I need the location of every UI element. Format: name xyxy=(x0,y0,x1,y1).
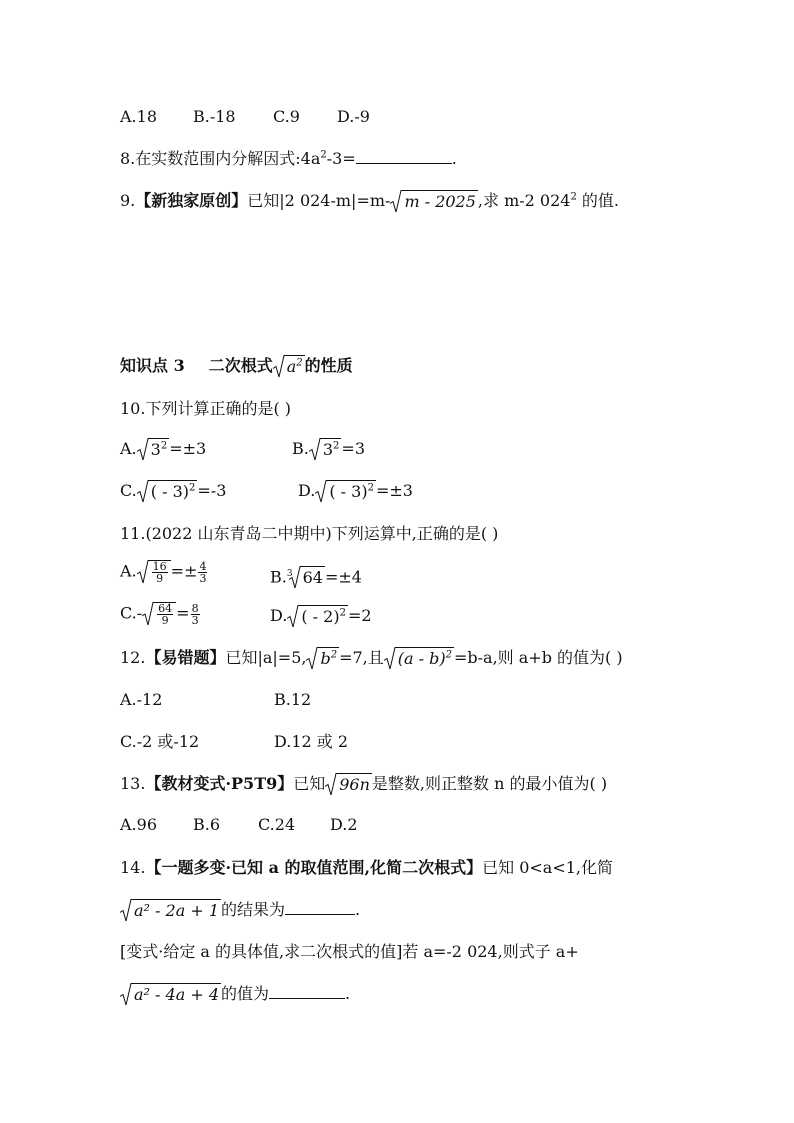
q12-text3: =b-a,则 a+b 的值为( ) xyxy=(454,648,623,667)
q14-end: . xyxy=(355,900,361,919)
q8-end: . xyxy=(451,149,457,168)
q13-option-d: D.2 xyxy=(330,815,358,834)
section-radicand: a xyxy=(286,357,297,376)
q14-radicand: a² - 2a + 1 xyxy=(134,901,220,920)
q13-option-a: A.96 xyxy=(120,815,157,834)
question-8 xyxy=(120,147,457,170)
q10-c-exponent: 2 xyxy=(189,482,196,494)
q10-c-radicand: ( - 3) xyxy=(150,482,190,501)
q12-tag: 【易错题】 xyxy=(145,648,226,667)
q11-option-c xyxy=(120,602,201,626)
question-14-stem xyxy=(120,857,613,879)
q10-b-tail: =3 xyxy=(341,439,365,458)
q12-radicand1: b xyxy=(320,649,331,668)
q10-c-label: C. xyxy=(120,481,137,500)
q7-option-a: A.18 xyxy=(120,107,157,126)
q9-number: 9. xyxy=(120,191,136,210)
q10-d-exponent: 2 xyxy=(367,482,374,494)
q9-text3: 的值. xyxy=(576,191,620,210)
q13-tag: 【教材变式·P5T9】 xyxy=(145,774,294,793)
q8-exponent: 2 xyxy=(320,149,327,161)
q10-option-c xyxy=(120,480,226,503)
question-10-stem: 10.下列计算正确的是( ) xyxy=(120,399,292,418)
q12-option-b: B.12 xyxy=(274,690,312,709)
q10-a-label: A. xyxy=(120,439,137,458)
q12-option-d: D.12 或 2 xyxy=(274,732,349,751)
q14-variant-line-2 xyxy=(120,982,350,1006)
q12-option-a: A.-12 xyxy=(120,690,163,709)
q11-b-tail: =±4 xyxy=(324,567,362,587)
q9-radicand: m - 2025 xyxy=(404,192,476,211)
q8-answer-blank[interactable] xyxy=(356,147,452,164)
q14-text2: 的结果为 xyxy=(221,900,286,919)
q14-line-2 xyxy=(120,898,360,922)
q12-exponent1: 2 xyxy=(330,649,338,661)
section-desc: 二次根式 xyxy=(208,356,273,375)
question-11-stem: 11.(2022 山东青岛二中期中)下列运算中,正确的是( ) xyxy=(120,524,499,543)
q11-d-label: D. xyxy=(270,606,288,625)
q14-text1: 已知 0<a<1,化简 xyxy=(482,858,613,877)
q11-c-numerator2: 8 xyxy=(191,601,199,615)
q10-b-exponent: 2 xyxy=(333,440,340,452)
q9-sqrt xyxy=(390,190,477,213)
q13-number: 13. xyxy=(120,774,146,793)
section-heading xyxy=(120,355,353,378)
q13-option-c: C.24 xyxy=(258,815,296,834)
q12-radicand2: (a - b) xyxy=(397,649,446,668)
q11-a-denominator2: 3 xyxy=(199,571,207,585)
q10-a-exponent: 2 xyxy=(160,440,168,452)
q12-option-c: C.-2 或-12 xyxy=(120,732,200,751)
q14-number: 14. xyxy=(120,858,146,877)
q14-text3: 的值为 xyxy=(221,984,270,1003)
q14-answer-blank[interactable] xyxy=(285,898,355,915)
q9-text1: 已知|2 024-m|=m- xyxy=(247,191,391,210)
q10-a-radicand: 3 xyxy=(150,440,161,459)
q10-b-radicand: 3 xyxy=(322,440,334,459)
q11-a-mid: =± xyxy=(170,561,198,581)
q10-option-d xyxy=(298,480,413,503)
q11-c-mid: = xyxy=(176,603,190,623)
q10-c-tail: =-3 xyxy=(197,481,227,500)
q14-end2: . xyxy=(345,984,351,1003)
q11-a-denominator: 9 xyxy=(156,572,164,585)
q11-d-radicand: ( - 2) xyxy=(301,607,340,626)
q11-a-label: A. xyxy=(120,561,137,581)
q10-d-label: D. xyxy=(298,481,316,500)
q10-b-label: B. xyxy=(292,439,309,458)
q11-option-d xyxy=(270,605,372,628)
q11-b-radicand: 64 xyxy=(302,568,323,588)
q10-option-a xyxy=(120,438,206,461)
q14-variant-answer-blank[interactable] xyxy=(269,982,345,999)
q11-c-label: C.- xyxy=(120,603,143,623)
q9-text2: ,求 m-2 024 xyxy=(477,191,571,210)
q11-a-numerator: 16 xyxy=(152,560,167,573)
q12-text1: 已知|a|=5, xyxy=(225,648,307,667)
q13-text1: 已知 xyxy=(293,774,326,793)
q11-c-denominator2: 3 xyxy=(191,613,199,627)
q11-a-numerator2: 4 xyxy=(199,559,207,573)
question-12-stem xyxy=(120,647,623,670)
question-9 xyxy=(120,190,619,213)
q7-option-b: B.-18 xyxy=(193,107,236,126)
q10-option-b xyxy=(292,438,365,461)
q14-tag: 【一题多变·已知 a 的取值范围,化简二次根式】 xyxy=(145,858,483,877)
q14-variant: [变式·给定 a 的具体值,求二次根式的值]若 a=-2 024,则式子 a+ xyxy=(120,942,579,961)
q7-option-c: C.9 xyxy=(273,107,300,126)
q7-option-d: D.-9 xyxy=(337,107,370,126)
question-13-stem xyxy=(120,773,607,796)
q13-option-b: B.6 xyxy=(193,815,221,834)
q13-radicand: 96n xyxy=(339,775,370,794)
q11-b-label: B. xyxy=(270,567,287,587)
q11-c-numerator: 64 xyxy=(158,602,173,615)
q9-exponent: 2 xyxy=(570,191,577,203)
q14-radicand2: a² - 4a + 4 xyxy=(134,985,220,1004)
section-tail: 的性质 xyxy=(304,356,353,375)
q12-exponent2: 2 xyxy=(445,649,452,661)
q12-text2: =7,且 xyxy=(339,648,384,667)
q11-b-index: 3 xyxy=(286,569,293,579)
section-exponent: 2 xyxy=(296,357,303,369)
q13-text2: 是整数,则正整数 n 的最小值为( ) xyxy=(371,774,608,793)
q12-number: 12. xyxy=(120,648,146,667)
q8-mid: -3= xyxy=(326,149,356,168)
q11-c-denominator: 9 xyxy=(161,614,169,627)
q8-prefix: 8.在实数范围内分解因式:4a xyxy=(120,149,321,168)
q10-a-tail: =±3 xyxy=(169,439,207,458)
section-sqrt xyxy=(273,355,305,378)
q11-option-a xyxy=(120,560,208,584)
section-title: 知识点 3 xyxy=(120,356,185,375)
q11-d-exponent: 2 xyxy=(339,607,346,619)
q10-d-tail: =±3 xyxy=(375,481,413,500)
q11-d-tail: =2 xyxy=(347,606,372,625)
q9-tag: 【新独家原创】 xyxy=(135,191,248,210)
q10-d-radicand: ( - 3) xyxy=(329,482,368,501)
q11-option-b xyxy=(270,563,362,589)
